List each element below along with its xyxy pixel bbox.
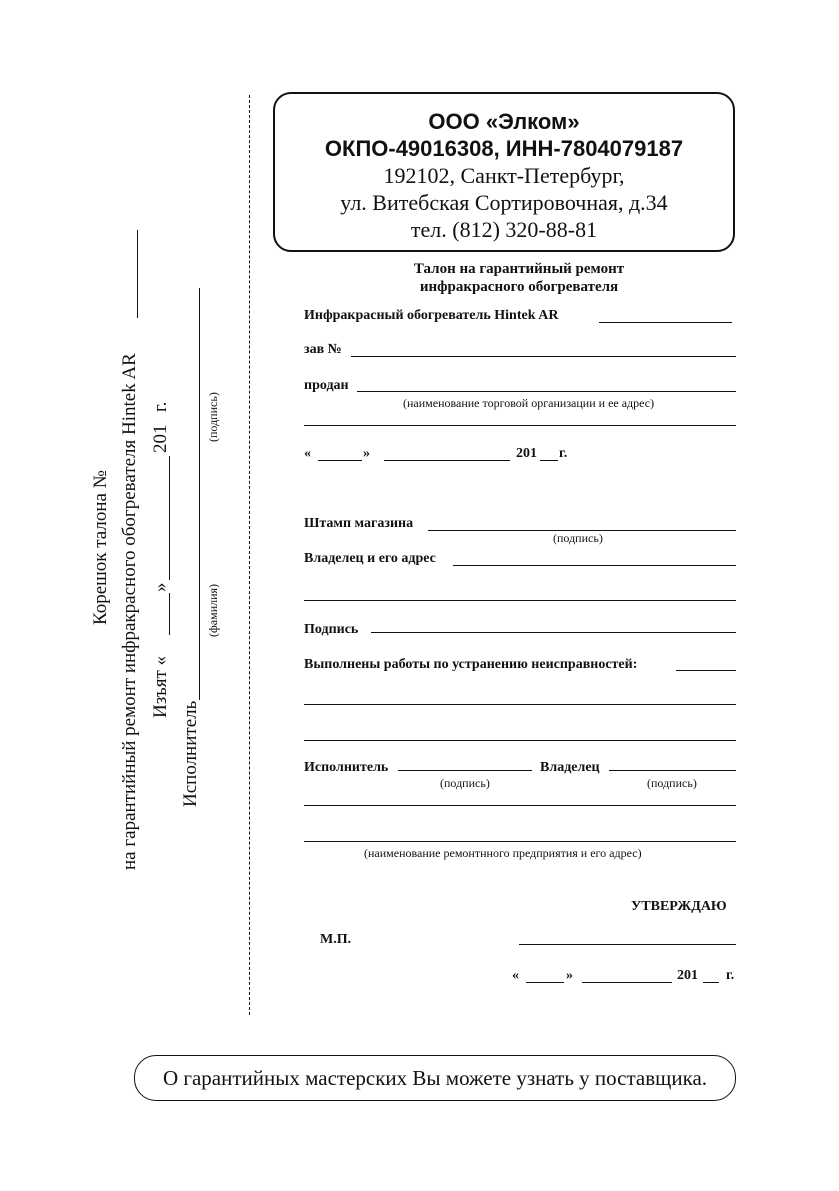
- owner-label: Владелец и его адрес: [304, 551, 436, 566]
- warranty-stub: [0, 0, 250, 1191]
- executor-label: Исполнитель: [304, 760, 389, 775]
- approve-signature-field[interactable]: [519, 944, 736, 945]
- stub-withdrawn-label: Изъят «: [150, 655, 171, 718]
- repair-line-2[interactable]: [304, 841, 736, 842]
- company-city: 192102, Санкт-Петербург,: [383, 163, 625, 188]
- works-label: Выполнены работы по устранению неисправностей:: [304, 657, 638, 672]
- final-year-label: 201: [677, 968, 698, 983]
- sold-hint: (наименование торговой организации и ее адрес): [403, 396, 655, 410]
- executor-hint: (подпись): [440, 776, 490, 790]
- company-codes: ОКПО-49016308, ИНН-7804079187: [324, 136, 684, 161]
- stub-surname-hint: [206, 584, 221, 637]
- signature-label: Подпись: [304, 622, 359, 637]
- company-phone: тел. (812) 320-88-81: [410, 217, 598, 242]
- stub-withdrawn-suffix-text: г.: [150, 401, 171, 412]
- stub-subtitle: [119, 353, 141, 870]
- heater-model-field[interactable]: [599, 322, 732, 323]
- date-suffix: г.: [559, 446, 568, 461]
- stub-withdrawn-close: [150, 583, 172, 593]
- stub-title-text: Корешок талона №: [90, 470, 111, 625]
- repair-line-1[interactable]: [304, 805, 736, 806]
- company-street: ул. Витебская Сортировочная, д.34: [340, 190, 668, 215]
- final-date-close: »: [566, 968, 573, 983]
- stub-subtitle-text: на гарантийный ремонт инфракрасного обогревателя Hintek AR: [119, 353, 140, 870]
- sold-label: продан: [304, 378, 349, 393]
- cut-line: [249, 95, 250, 1015]
- date-day-field[interactable]: [318, 460, 362, 461]
- sold-address-field[interactable]: [304, 425, 736, 426]
- form-title: [303, 260, 735, 296]
- repair-hint: (наименование ремонтнного предприятия и его адрес): [364, 846, 642, 860]
- owner2-signature-field[interactable]: [609, 770, 736, 771]
- stub-withdrawn-year-text: 201: [150, 424, 171, 453]
- stub-model-line: [137, 230, 138, 318]
- works-field[interactable]: [676, 670, 736, 671]
- stub-withdrawn-close-text: »: [150, 582, 171, 592]
- stub-signature-hint-text: (подпись): [206, 392, 220, 442]
- date-open: «: [304, 446, 311, 461]
- stamp-place-label: М.П.: [320, 932, 352, 947]
- final-year-field[interactable]: [703, 982, 719, 983]
- final-date-open: «: [512, 968, 519, 983]
- stamp-hint: (подпись): [553, 531, 603, 545]
- final-suffix: г.: [726, 968, 735, 983]
- signature-field[interactable]: [371, 632, 736, 633]
- works-line-3[interactable]: [304, 740, 736, 741]
- serial-field[interactable]: [351, 356, 736, 357]
- executor-signature-field[interactable]: [398, 770, 532, 771]
- stub-title: [90, 470, 112, 625]
- heater-label: Инфракрасный обогреватель Hintek AR: [304, 308, 559, 323]
- sold-field[interactable]: [357, 391, 736, 392]
- approve-label: УТВЕРЖДАЮ: [631, 899, 727, 914]
- company-header: [273, 92, 735, 252]
- date-year-field[interactable]: [540, 460, 558, 461]
- stub-surname-hint-text: (фамилия): [206, 583, 220, 637]
- stub-executor: [180, 701, 202, 807]
- footer-note: [134, 1055, 736, 1101]
- stub-withdrawn: [150, 656, 172, 718]
- footer-note-text: О гарантийных мастерских Вы можете узнать у поставщика.: [162, 1066, 708, 1090]
- owner2-label: Владелец: [540, 760, 600, 775]
- stub-withdrawn-month-line: [169, 456, 170, 580]
- works-line-2[interactable]: [304, 704, 736, 705]
- stub-withdrawn-day-line: [169, 593, 170, 635]
- form-title-line2: инфракрасного обогревателя: [419, 279, 619, 295]
- owner-address-field[interactable]: [304, 600, 736, 601]
- company-name: ООО «Элком»: [428, 109, 580, 134]
- owner-field[interactable]: [453, 565, 736, 566]
- stub-executor-text: Исполнитель: [180, 700, 201, 807]
- final-month-field[interactable]: [582, 982, 672, 983]
- date-year-label: 201: [516, 446, 537, 461]
- date-month-field[interactable]: [384, 460, 510, 461]
- stamp-label: Штамп магазина: [304, 516, 414, 531]
- stub-signature-hint: [206, 392, 221, 442]
- serial-label: зав №: [304, 342, 342, 357]
- final-day-field[interactable]: [526, 982, 564, 983]
- form-title-line1: Талон на гарантийный ремонт: [413, 261, 625, 277]
- owner2-hint: (подпись): [647, 776, 697, 790]
- stub-withdrawn-year: [150, 425, 172, 454]
- stub-executor-line: [199, 288, 200, 700]
- stub-withdrawn-suffix: [150, 402, 172, 412]
- date-close: »: [363, 446, 370, 461]
